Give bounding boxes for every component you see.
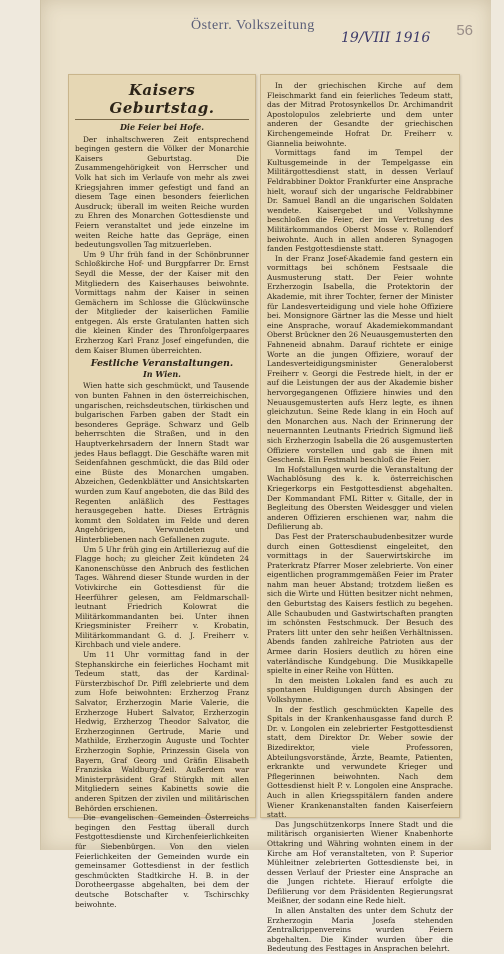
paragraph-stephan: Um 11 Uhr vormittag fand in der Stephanskirche ein feierliches Hochamt mit Tedeum statt, das der Kardinal-Fürsterzbischof Dr. Piffl zelebrierte und dem zum Hofe beiwohnten: Erzherzog Franz Salvator, Erzherzogin Marie Valerie, die Erzherzoge Hubert Salvator, Erzherzogin Hedwig, Erzherzog Theodor Salvator, die Erzherzoginnen Gertrude, Marie und Mathilde, Erzherzogin Auguste und Tochter Erzherzogin Sophie, Prinzessin Gisela von Bayern, Graf Georg und Gräfin Elisabeth Franziska Waldburg-Zeil. Außerdem war Ministerpräsident Graf Stürgkh mit allen Mitgliedern seines Kabinetts sowie die anderen Spitzen der zivilen und militärischen Behörden erschienen. (75, 650, 249, 813)
paragraph-local: In den meisten Lokalen fand es auch zu spontanen Huldigungen durch Absingen der Volkshymne. (267, 675, 453, 704)
paragraph-intro: Der inhaltschweren Zeit entsprechend begingen gestern die Völker der Monarchie Kaisers Geburtstag. Die Zusammengehörigkeit von Herrscher und Volk hat sich im Verlaufe von mehr als zwei Kriegsjahren immer gefestigt und fand an diesem Tage einen besonders feierlichen Ausdruck; überall im weiten Reiche wurden zu Ehren des Monarchen Gottesdienste und Feiern veranstaltet und jede einzelne im weiten Reiche hatte das Gepräge, einen bedeutungsvollen Tag mitzuerleben. (75, 134, 249, 250)
page-number: 56 (456, 22, 473, 39)
paragraph-vienna: Wien hatte sich geschmückt, und Tausende von bunten Fahnen in den österreichischen, ungarischen, reichsdeutschen, türkischen und bulgarischen Farben gaben der Stadt ein besonderes Gepräge. Schwarz und Gelb beherrschten die Straßen, und in den Hauptverkehrsadern der Innern Stadt war jedes Haus beflaggt. Die Geschäfte waren mit Seidenfahnen geschmückt, die das Bild oder eine Büste des Monarchen umgaben. Abzeichen, Gedenkblätter und Ansichtskarten wurden zum Kauf angeboten, die das Bild des Regenten anläßlich des Festtages herausgegeben hatte. Dieses Erträgnis kommt den Soldaten im Felde und deren Angehörigen, Verwundeten und Hinterbliebenen nach Gefallenen zugute. (75, 381, 249, 544)
article-title: Kaisers Geburtstag. (75, 81, 249, 120)
paragraph-creche: In allen Anstalten des unter dem Schutz der Erzherzogin Maria Josefa stehenden Zentralkrippenvereins wurden Feiern abgehalten. Die Kinder wurden über die Bedeutung des Festtages in Ansprachen belehrt. (267, 906, 453, 954)
paragraph-hospital: In der festlich geschmückten Kapelle des Spitals in der Krankenhausgasse fand durch P. Dr. v. Longolen ein zelebrierter Festgottesdienst statt, dem Direktor Dr. Weber sowie der Bizedirektor, viele Professoren, Abteilungsvorstände, Ärzte, Beamte, Patienten, erkrankte und verwundete Krieger und Pflegerinnen beiwohnten. Nach dem Gottesdienst hielt P. v. Longolen eine Ansprache. Auch in allen Kriegsspitälern fanden andere Wiener Krankenanstalten fanden Kaiserfeiern statt. (267, 704, 453, 820)
newspaper-stamp: Österr. Volkszeitung (191, 18, 315, 33)
paragraph-jewish: Vormittags fand im Tempel der Kultusgemeinde in der Tempelgasse ein Militärgottesdienst statt, in dessen Verlauf Feldrabbiner Doktor Frankfurter eine Ansprache hielt, worauf sich der ungarische Feldrabbiner Dr. Samuel Bandl an die ungarischen Soldaten wendete. Kaisergebet und Volkshymne beschloßen die Feier, der im Vertretung des Militärkommandos Oberst Mosse v. Rollendorf beiwohnte. Auch in allen anderen Synagogen fanden Festgottesdienste statt. (267, 148, 453, 254)
paragraph-convalescent: Im Hofstallungen wurde die Veranstaltung der Wachablösung des k. k. österreichischen Kriegerkorps ein Festgottesdienst abgehalten. Der Kommandant FML Ritter v. Gitalle, der in Begleitung des Obersten Weidesgger und vielen anderen Offizieren erschienen war, nahm die Defilierung ab. (267, 464, 453, 532)
clipping-left-column (68, 74, 256, 909)
paragraph-evangelical: Die evangelischen Gemeinden Österreichs begingen den Festtag überall durch Festgottesdienste und Kirchenfeierlichkeiten für Siebenbürgen. Von den vielen Feierlichkeiten der Gemeinden wurde ein gemeinsamer Gottesdienst in der festlich geschmückten Stadtkirche H. B. in der Dorotheergasse abgehalten, bei dem der deutsche Botschafter v. Tschirschky beiwohnte. (75, 813, 249, 909)
paragraph-greek: In der griechischen Kirche auf dem Fleischmarkt fand ein feierliches Tedeum statt, das der Mitrad Protosynkellos Dr. Archimandrit Apostolopulos zelebrierte und dem unter anderen der Gesandte der griechischen Kirchengemeinde Hofrat Dr. Freiherr v. Giannelia beiwohnte. (267, 81, 453, 148)
paragraph-salute: Um 5 Uhr früh ging ein Artilleriezug auf die Flagge hoch; zu gleicher Zeit kündeten 24 Kanonenschüsse den Anbruch des festlichen Tages. Während dieser Stunde wurden in der Votivkirche ein Gottesdienst für die Heerführer gelesen, am Feldmarschall-leutnant Friedrich Kolowrat die Militärkommandanten bei. Unter ihnen Kriegsminister Freiherr v. Krobatin, Militärkommandant G. d. J. Freiherr v. Kirchbach und viele andere. (75, 544, 249, 650)
article-subtitle: Die Feier bei Hofe. (119, 122, 205, 132)
paragraph-academy: In der Franz Josef-Akademie fand gestern ein vormittags bei schönem Festsaale die Ausmusterung statt. Der Feier wohnte Erzherzogin Isabella, die Protektorin der Akademie, mit ihrer Tochter, ferner der Minister für Landesverteidigung und viele hohe Offiziere bei. Monsignore Gärtner las die Messe und hielt eine Ansprache, worauf Akademiekommandant Oberst Brückner den 26 Neuausgemusterten den Fahneneid abnahm. Darauf richtete er einige Worte an die jungen Offiziere, worauf der Landesverteidigungsminister Generaloberst Freiherr v. Georgi die Festrede hielt, in der er auf die Leistungen der aus der Akademie bisher hervorgegangenen Offiziere hinwies und den Neuausgemusterten aufs Herz legte, es ihnen gleichzutun. Seine Rede klang in ein Hoch auf den Monarchen aus. Nach der Erinnerung der neuernannten Leutnants Friedrich Sigmund ließ sich Erzherzogin Isabella die 26 ausgemusterten Offiziere vorstellen und gab sie ihnen mit Geschenk. Ein Festmahl beschloß die Feier. (267, 253, 453, 465)
paragraph-youth: Das Jungschützenkorps Innere Stadt und die militärisch organisierten Wiener Knabenhorte Ottakring und Währing wohnten einem in der Kirche am Hof veranstalteten, von P. Superior Mühleitner zelebrierten Gottesdienste bei, in dessen Verlauf der Priester eine Ansprache an die Jungen richtete. Hierauf erfolgte die Defilierung vor dem Präsidenten Regierungsrat Meißner, der sodann eine Rede hielt. (267, 819, 453, 906)
handwritten-date: 19/VIII 1916 (341, 30, 431, 46)
clipping-right-column (260, 74, 460, 954)
section-title: Festliche Veranstaltungen. (90, 358, 234, 370)
paragraph-prater: Das Fest der Praterschaubudenbesitzer wurde durch einen Gottesdienst eingeleitet, den vormittags in der Sauerwirtskirche im Praterkratz Pfarrer Moser zelebrierte. Von einer eigentlichen programmgemäßen Feier im Prater nahm man heuer Abstand; trotzdem ließen es sich die Wirte und Hütten besitzer nicht nehmen, den Geburtstag des Kaisers festlich zu begehen. Alle Schaubuden und Gastwirtschaften prangten im schönsten Festschmuck. Der Besuch des Praters litt unter den sehr heißen Verhältnissen. Abends fanden zahlreiche Patrioten aus der Armee darin Hosiers deutlich zu hören eine vaterländische Kundgebung. Die Musikkapelle spielte in einer Reihe von Hütten. (267, 531, 453, 676)
section-subtitle: In Wien. (143, 368, 181, 379)
paragraph-court: Um 9 Uhr früh fand in der Schönbrunner Schloßkirche Hof- und Burgpfarrer Dr. Ernst Seydl die Messe, der der Kaiser mit den Mitgliedern des Kaiserhauses beiwohnte. Vormittags nahm der Kaiser in seinen Gemächern im Schlosse die Glückwünsche der Mitglieder der kaiserlichen Familie entgegen. Als erste Gratulanten hatten sich die kleinen Kinder des Thronfolgerpaares Erzherzog Karl Franz Josef eingefunden, die dem Kaiser Blumen überreichten. (75, 249, 249, 355)
